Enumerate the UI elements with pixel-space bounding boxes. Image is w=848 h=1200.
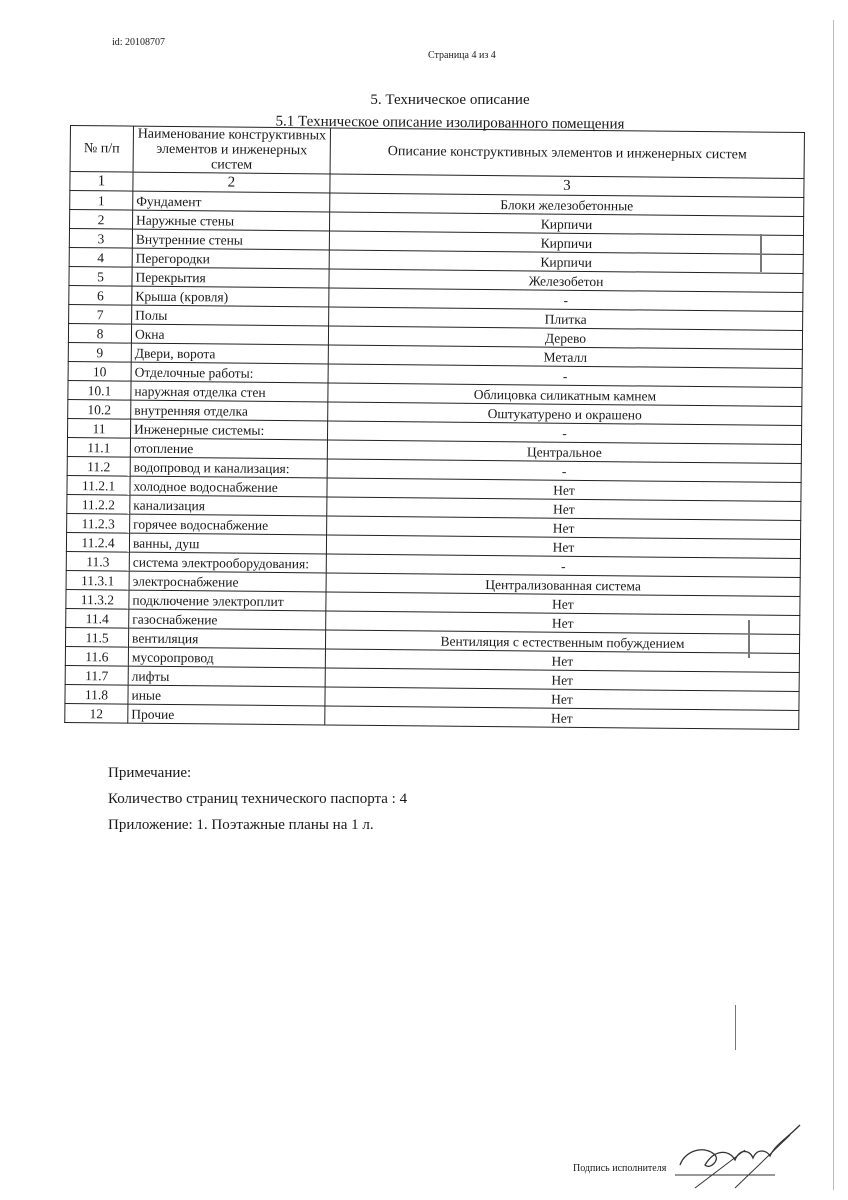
element-description: Нет [326,611,800,635]
element-description: Центральное [327,440,801,464]
signature-label: Подпись исполнителя [573,1163,667,1174]
element-name: наружная отделка стен [131,381,328,402]
row-number: 11.2.2 [67,494,130,514]
element-description: Нет [327,516,801,540]
element-description: - [327,421,801,445]
row-number: 11.3.2 [66,589,129,609]
element-name: лифты [128,666,325,687]
row-number: 1 [70,191,133,211]
row-number: 11 [68,418,131,438]
element-description: Кирпичи [329,231,803,255]
row-number: 11.3.1 [66,570,129,590]
column-header-name: Наименование конструктивных элементов и инженерных систем [133,126,330,174]
scan-artifact-line [735,1005,736,1050]
element-name: Перекрытия [132,267,329,288]
element-description: Кирпичи [329,250,803,274]
element-name: система электрооборудования: [129,552,326,573]
row-number: 11.6 [65,646,128,666]
row-number: 8 [68,323,131,343]
element-description: Централизованная система [326,573,800,597]
element-description: Нет [325,668,799,692]
scan-artifact-line [748,620,750,658]
row-number: 11.1 [67,437,130,457]
element-name: Инженерные системы: [130,419,327,440]
subsection-title: 5.1 Техническое описание изолированного помещения [275,113,625,133]
element-description: Нет [326,592,800,616]
element-description: Нет [327,497,801,521]
element-name: канализация [130,495,327,516]
element-name: Наружные стены [133,210,330,231]
element-description: Облицовка силикатным камнем [328,383,802,407]
row-number: 10.1 [68,380,131,400]
row-number: 2 [70,210,133,230]
row-number: 11.3 [66,551,129,571]
element-description: Железобетон [329,269,803,293]
element-name: Внутренние стены [132,229,329,250]
element-name: Фундамент [133,191,330,212]
element-name: Перегородки [132,248,329,269]
page-count-note: Количество страниц технического паспорта : 4 [108,791,408,807]
element-name: иные [128,685,325,706]
row-number: 12 [65,703,128,723]
row-number: 6 [69,285,132,305]
row-number: 11.2.4 [66,532,129,552]
column-header-description: Описание конструктивных элементов и инженерных систем [330,128,804,179]
signature-scribble-icon [675,1120,805,1190]
element-description: - [327,459,801,483]
element-name: Отделочные работы: [131,362,328,383]
element-description: - [328,364,802,388]
element-description: Оштукатурено и окрашено [328,402,802,426]
table-header-row [70,126,804,179]
element-description: Дерево [328,326,802,350]
row-number: 11.2.1 [67,475,130,495]
row-number: 10 [68,361,131,381]
element-name: внутренняя отделка [131,400,328,421]
attachment-note: Приложение: 1. Поэтажные планы на 1 л. [108,817,374,833]
element-description: Нет [325,687,799,711]
page-number: Страница 4 из 4 [428,50,496,61]
row-number: 4 [69,247,132,267]
row-number: 10.2 [68,399,131,419]
scan-edge-line [833,20,834,1190]
row-number: 11.2.3 [67,513,130,533]
element-name: Окна [131,324,328,345]
element-name: Прочие [128,704,325,725]
element-description: Нет [325,649,799,673]
element-name: мусоропровод [128,647,325,668]
element-name: газоснабжение [129,609,326,630]
row-number: 7 [69,304,132,324]
element-name: холодное водоснабжение [130,476,327,497]
element-name: электроснабжение [129,571,326,592]
element-description: - [326,554,800,578]
element-description: Нет [326,535,800,559]
scan-artifact-line [760,234,762,272]
element-description: Нет [325,706,799,730]
note-label: Примечание: [108,765,192,781]
column-number: 3 [330,174,804,198]
element-description: Кирпичи [329,212,803,236]
row-number: 11.4 [66,608,129,628]
element-name: водопровод и канализация: [130,457,327,478]
row-number: 3 [69,229,132,249]
element-description: Нет [327,478,801,502]
column-number: 1 [70,172,133,192]
element-description: Вентиляция с естественным побуждением [325,630,799,654]
element-name: Полы [132,305,329,326]
section-title: 5. Техническое описание [370,92,530,108]
element-name: Крыша (кровля) [132,286,329,307]
element-name: Двери, ворота [131,343,328,364]
row-number: 9 [68,342,131,362]
element-name: подключение электроплит [129,590,326,611]
column-number: 2 [133,172,330,193]
technical-description-table [64,125,805,730]
document-id: id: 20108707 [112,37,166,48]
row-number: 5 [69,266,132,286]
element-name: ванны, душ [129,533,326,554]
element-description: Металл [328,345,802,369]
row-number: 11.5 [65,627,128,647]
element-name: вентиляция [128,628,325,649]
row-number: 11.7 [65,665,128,685]
row-number: 11.8 [65,684,128,704]
element-description: - [329,288,803,312]
notes-block [108,760,407,838]
element-name: отопление [130,438,327,459]
row-number: 11.2 [67,456,130,476]
element-description: Блоки железобетонные [330,193,804,217]
element-description: Плитка [329,307,803,331]
column-header-number: № п/п [70,126,133,173]
element-name: горячее водоснабжение [130,514,327,535]
